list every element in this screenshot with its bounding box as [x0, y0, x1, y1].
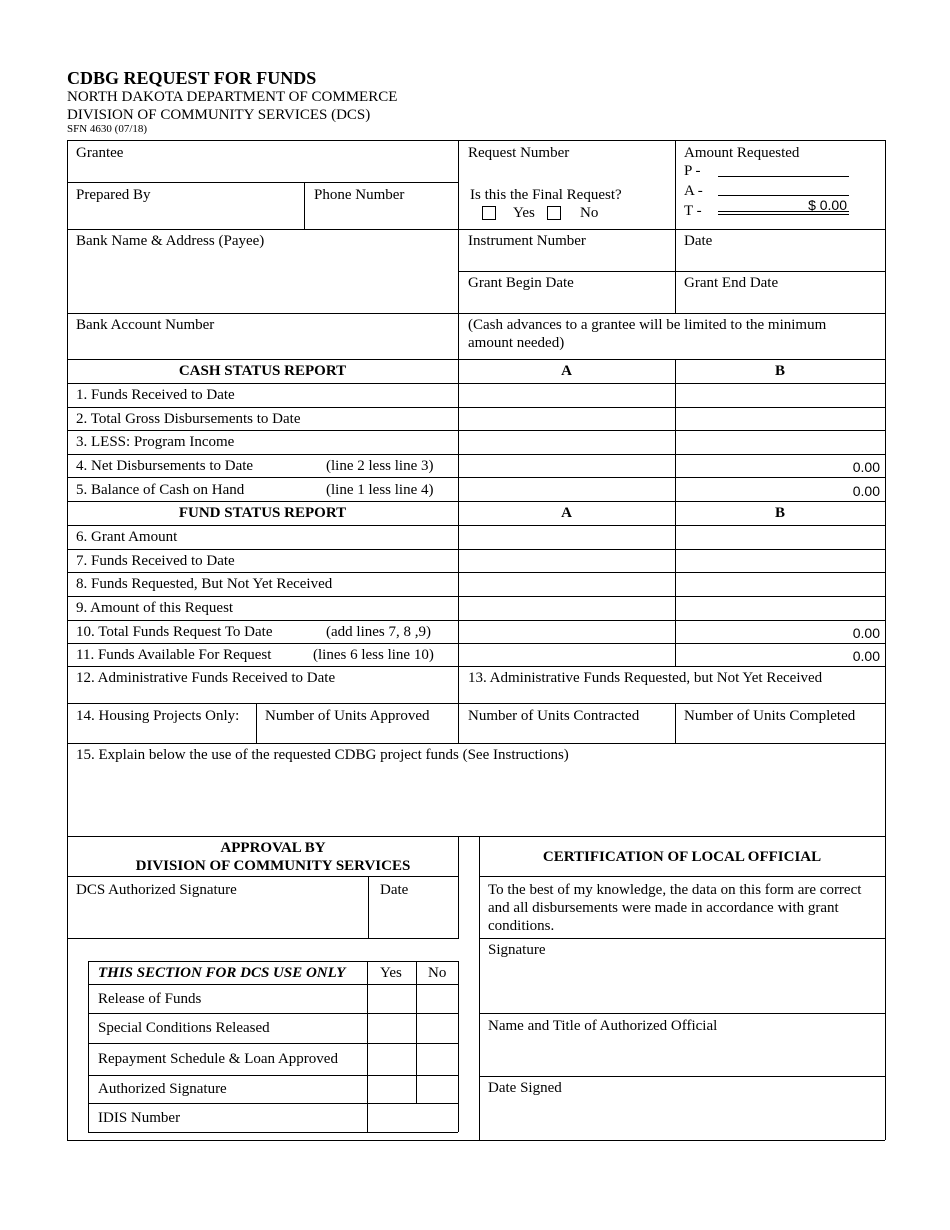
department-name: NORTH DAKOTA DEPARTMENT OF COMMERCE: [67, 89, 398, 105]
dcs-yes-header: Yes: [380, 965, 402, 981]
final-no-label: No: [580, 205, 599, 221]
phone-number-label: Phone Number: [314, 187, 405, 203]
approval-date-label: Date: [380, 882, 409, 898]
fund-row-label: 11. Funds Available For Request: [76, 647, 272, 663]
cash-row-label: 2. Total Gross Disbursements to Date: [76, 411, 301, 427]
units-contracted-label: Number of Units Contracted: [468, 708, 640, 724]
dcs-use-heading: THIS SECTION FOR DCS USE ONLY: [98, 965, 346, 981]
prepared-by-label: Prepared By: [76, 187, 151, 203]
cash-row-label: 5. Balance of Cash on Hand: [76, 482, 245, 498]
dcs-row-release-of-funds: Release of Funds: [98, 991, 202, 1007]
certification-statement: To the best of my knowledge, the data on this form are correct and all disbursements were made in accordance with grant conditions.: [488, 882, 862, 934]
fund-row-b-value[interactable]: 0.00: [852, 648, 880, 664]
final-yes-label: Yes: [513, 205, 535, 221]
fund-col-b-header: B: [774, 505, 785, 521]
dcs-no-header: No: [428, 965, 447, 981]
dcs-row-special-conditions: Special Conditions Released: [98, 1020, 270, 1036]
fund-col-a-header: A: [561, 505, 572, 521]
cash-row-note: (line 1 less line 4): [326, 482, 434, 498]
certification-heading: CERTIFICATION OF LOCAL OFFICIAL: [542, 849, 822, 865]
fund-row-label: 7. Funds Received to Date: [76, 553, 235, 569]
signature-label: Signature: [488, 942, 546, 958]
cash-status-heading: CASH STATUS REPORT: [178, 363, 347, 379]
fund-status-heading: FUND STATUS REPORT: [178, 505, 347, 521]
grant-begin-date-label: Grant Begin Date: [468, 275, 574, 291]
approval-heading-2: DIVISION OF COMMUNITY SERVICES: [135, 858, 411, 874]
line-13-label: 13. Administrative Funds Requested, but Not Yet Received: [468, 670, 823, 686]
dcs-row-authorized-signature: Authorized Signature: [98, 1081, 227, 1097]
p-amount-field[interactable]: [718, 176, 849, 177]
division-name: DIVISION OF COMMUNITY SERVICES (DCS): [67, 107, 371, 123]
cash-row-b-value[interactable]: 0.00: [852, 483, 880, 499]
p-label: P -: [684, 163, 701, 179]
a-amount-field[interactable]: [718, 195, 849, 196]
request-number-label: Request Number: [468, 145, 570, 161]
cash-col-b-header: B: [774, 363, 785, 379]
bank-name-label: Bank Name & Address (Payee): [76, 233, 265, 249]
line-15-label: 15. Explain below the use of the requested CDBG project funds (See Instructions): [76, 747, 569, 763]
cash-row-note: (line 2 less line 3): [326, 458, 434, 474]
units-approved-label: Number of Units Approved: [265, 708, 430, 724]
dcs-row-idis-number: IDIS Number: [98, 1110, 181, 1126]
name-title-label: Name and Title of Authorized Official: [488, 1018, 718, 1034]
cash-row-b-value[interactable]: 0.00: [852, 459, 880, 475]
dcs-signature-label: DCS Authorized Signature: [76, 882, 237, 898]
grantee-label: Grantee: [76, 145, 124, 161]
fund-row-label: 6. Grant Amount: [76, 529, 178, 545]
date-signed-label: Date Signed: [488, 1080, 562, 1096]
cash-row-label: 4. Net Disbursements to Date: [76, 458, 254, 474]
line-12-label: 12. Administrative Funds Received to Date: [76, 670, 336, 686]
housing-projects-label: 14. Housing Projects Only:: [76, 708, 240, 724]
final-request-label: Is this the Final Request?: [470, 187, 622, 203]
a-label: A -: [684, 183, 703, 199]
t-amount-value[interactable]: $ 0.00: [808, 197, 847, 213]
fund-row-label: 10. Total Funds Request To Date: [76, 624, 273, 640]
cash-col-a-header: A: [561, 363, 572, 379]
t-label: T -: [684, 203, 702, 219]
instrument-number-label: Instrument Number: [468, 233, 586, 249]
approval-heading-1: APPROVAL BY: [220, 840, 326, 856]
cash-row-label: 1. Funds Received to Date: [76, 387, 235, 403]
fund-row-note: (lines 6 less line 10): [313, 647, 434, 663]
fund-row-label: 9. Amount of this Request: [76, 600, 234, 616]
fund-row-b-value[interactable]: 0.00: [852, 625, 880, 641]
dcs-row-repayment-schedule: Repayment Schedule & Loan Approved: [98, 1051, 338, 1067]
cash-advance-note: (Cash advances to a grantee will be limited to the minimum amount needed): [468, 317, 827, 351]
units-completed-label: Number of Units Completed: [684, 708, 856, 724]
final-no-checkbox[interactable]: [547, 206, 561, 220]
cash-row-label: 3. LESS: Program Income: [76, 434, 235, 450]
final-yes-checkbox[interactable]: [482, 206, 496, 220]
grant-end-date-label: Grant End Date: [684, 275, 779, 291]
amount-requested-label: Amount Requested: [684, 145, 800, 161]
fund-row-label: 8. Funds Requested, But Not Yet Received: [76, 576, 333, 592]
date-label: Date: [684, 233, 713, 249]
form-number: SFN 4630 (07/18): [67, 123, 148, 135]
fund-row-note: (add lines 7, 8 ,9): [326, 624, 431, 640]
bank-account-label: Bank Account Number: [76, 317, 215, 333]
form-title: CDBG REQUEST FOR FUNDS: [67, 68, 317, 88]
